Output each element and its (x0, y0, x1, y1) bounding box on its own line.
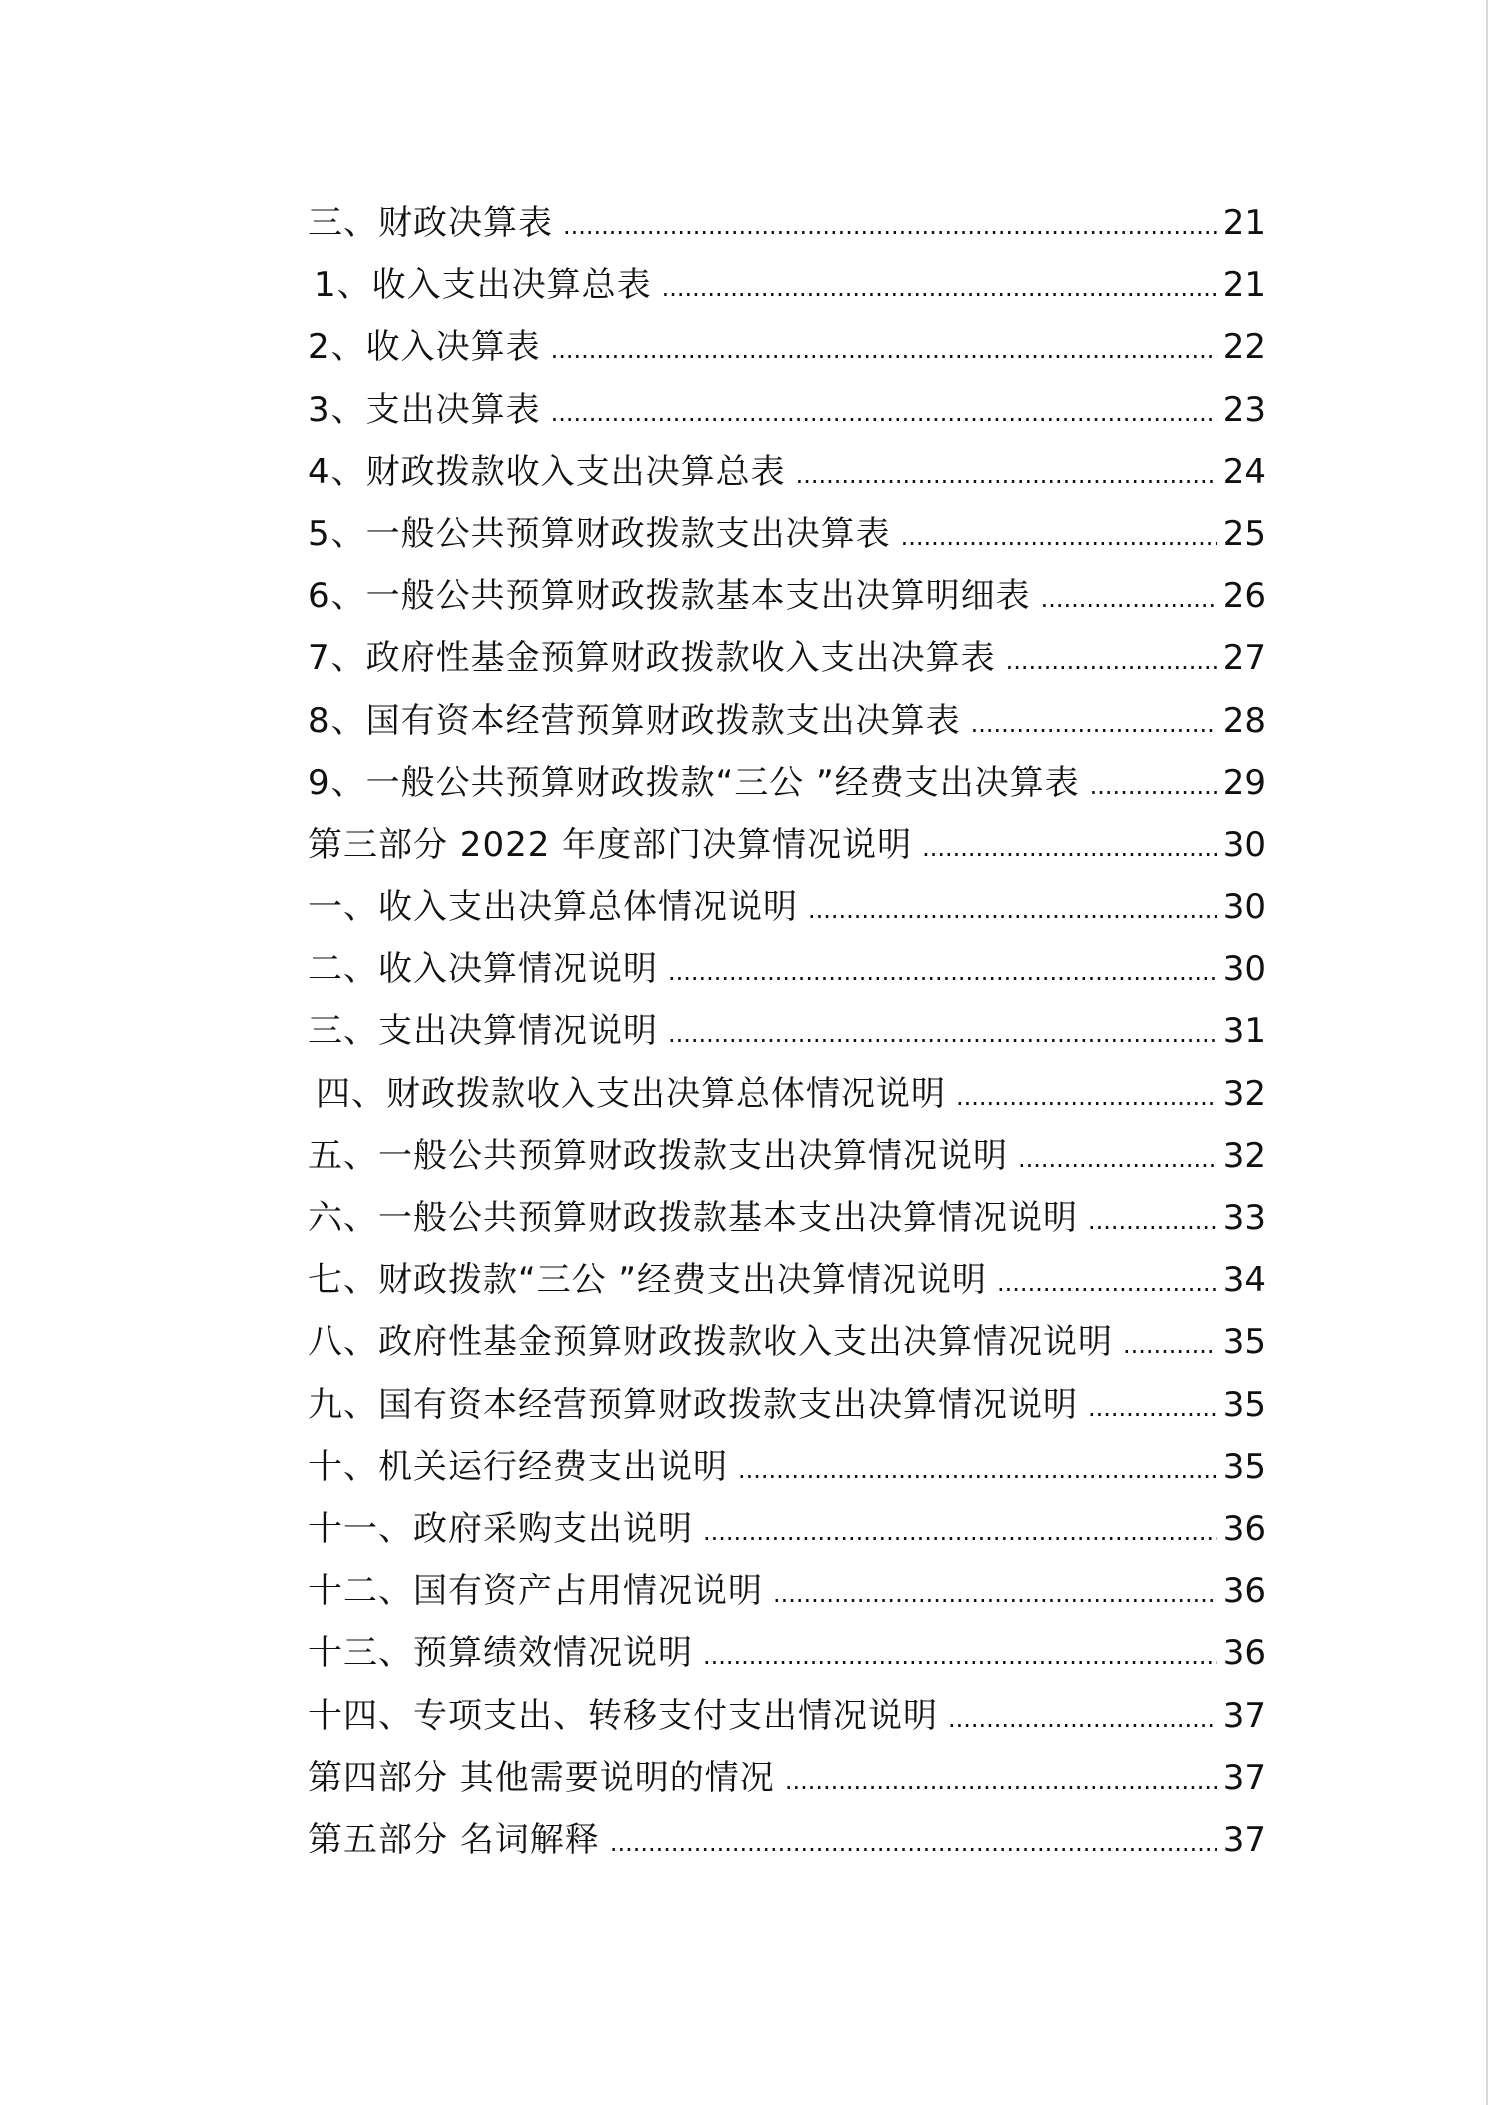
toc-entry-page: 28 (1222, 700, 1266, 741)
toc-entry[interactable] (308, 627, 1266, 689)
dot-leader (796, 444, 1217, 506)
table-of-contents (308, 192, 1266, 1871)
toc-entry-page: 30 (1222, 887, 1266, 928)
toc-entry[interactable] (308, 192, 1266, 254)
toc-entry[interactable] (308, 1063, 1266, 1125)
toc-entry-title: 七、财政拨款“三公 ”经费支出决算情况说明 (308, 1260, 988, 1301)
toc-entry[interactable] (308, 1685, 1266, 1747)
toc-entry-page: 29 (1222, 762, 1266, 803)
toc-entry-title: 九、国有资本经营预算财政拨款支出决算情况说明 (308, 1384, 1078, 1425)
toc-entry[interactable] (308, 938, 1266, 1000)
toc-entry-page: 21 (1222, 203, 1266, 243)
toc-entry-page: 35 (1222, 1322, 1266, 1363)
dot-leader (662, 257, 1217, 319)
toc-entry-title: 1、收入支出决算总表 (314, 265, 652, 306)
toc-entry-title: 十、机关运行经费支出说明 (308, 1446, 728, 1487)
dot-leader (1006, 630, 1217, 692)
toc-entry-page: 24 (1222, 451, 1266, 492)
dot-leader (1090, 755, 1217, 817)
toc-entry-title: 6、一般公共预算财政拨款基本支出决算明细表 (308, 576, 1031, 617)
toc-entry[interactable] (308, 441, 1266, 503)
toc-entry[interactable] (308, 1125, 1266, 1187)
dot-leader (668, 1003, 1217, 1065)
toc-entry-page: 31 (1222, 1011, 1266, 1052)
dot-leader (956, 1066, 1217, 1128)
toc-entry[interactable] (308, 690, 1266, 752)
dot-leader (1041, 568, 1217, 630)
toc-entry-page: 26 (1222, 576, 1266, 617)
toc-entry[interactable] (308, 1498, 1266, 1560)
toc-entry[interactable] (308, 1436, 1266, 1498)
toc-entry-page: 34 (1222, 1260, 1266, 1301)
toc-entry-page: 30 (1222, 949, 1266, 990)
dot-leader (551, 319, 1217, 381)
toc-entry-page: 37 (1222, 1819, 1266, 1860)
toc-entry[interactable] (308, 503, 1266, 565)
toc-entry-page: 32 (1222, 1073, 1266, 1114)
dot-leader (773, 1563, 1217, 1625)
toc-entry[interactable] (308, 1000, 1266, 1062)
toc-entry-page: 27 (1222, 638, 1266, 679)
toc-entry-title: 二、收入决算情况说明 (308, 949, 658, 990)
dot-leader (1088, 1190, 1217, 1252)
dot-leader (1123, 1314, 1217, 1376)
toc-entry-title: 十一、政府采购支出说明 (308, 1508, 693, 1549)
dot-leader (563, 195, 1217, 257)
toc-entry-title: 三、财政决算表 (308, 203, 553, 243)
toc-entry[interactable] (308, 1747, 1266, 1809)
toc-entry-page: 35 (1222, 1446, 1266, 1487)
toc-entry-page: 37 (1222, 1695, 1266, 1736)
toc-entry-title: 四、财政拨款收入支出决算总体情况说明 (316, 1073, 946, 1114)
toc-entry-title: 一、收入支出决算总体情况说明 (308, 887, 798, 928)
toc-entry-title: 六、一般公共预算财政拨款基本支出决算情况说明 (308, 1198, 1078, 1238)
toc-entry-page: 37 (1222, 1757, 1266, 1798)
dot-leader (785, 1750, 1217, 1812)
toc-entry-title: 三、支出决算情况说明 (308, 1011, 658, 1052)
toc-entry-page: 22 (1222, 327, 1266, 368)
toc-entry-page: 25 (1222, 513, 1266, 554)
toc-entry-page: 36 (1222, 1571, 1266, 1612)
toc-entry[interactable] (308, 752, 1266, 814)
dot-leader (922, 817, 1217, 879)
toc-entry-title: 第五部分 名词解释 (308, 1819, 600, 1860)
toc-entry[interactable] (308, 1622, 1266, 1684)
dot-leader (948, 1688, 1217, 1750)
toc-entry-title: 9、一般公共预算财政拨款“三公 ”经费支出决算表 (308, 762, 1080, 803)
dot-leader (1018, 1128, 1217, 1190)
toc-entry-page: 36 (1222, 1508, 1266, 1549)
toc-entry-title: 8、国有资本经营预算财政拨款支出决算表 (308, 700, 961, 741)
toc-entry-title: 五、一般公共预算财政拨款支出决算情况说明 (308, 1135, 1008, 1176)
toc-entry-title: 7、政府性基金预算财政拨款收入支出决算表 (308, 638, 996, 679)
toc-entry[interactable] (308, 254, 1266, 316)
dot-leader (901, 506, 1217, 568)
toc-entry-title: 十三、预算绩效情况说明 (308, 1633, 693, 1674)
toc-entry-title: 第四部分 其他需要说明的情况 (308, 1757, 775, 1798)
toc-entry-title: 5、一般公共预算财政拨款支出决算表 (308, 513, 891, 554)
toc-entry-title: 3、支出决算表 (308, 389, 541, 430)
dot-leader (997, 1252, 1217, 1314)
toc-entry-title: 第三部分 2022 年度部门决算情况说明 (308, 824, 913, 865)
dot-leader (808, 879, 1217, 941)
dot-leader (971, 693, 1217, 755)
dot-leader (738, 1439, 1217, 1501)
toc-entry[interactable] (308, 1311, 1266, 1373)
toc-entry-title: 4、财政拨款收入支出决算总表 (308, 451, 786, 492)
toc-entry-page: 23 (1222, 389, 1266, 430)
dot-leader (703, 1625, 1217, 1687)
toc-entry-title: 2、收入决算表 (308, 327, 541, 368)
toc-entry[interactable] (308, 814, 1266, 876)
dot-leader (610, 1812, 1217, 1874)
toc-entry[interactable] (308, 1249, 1266, 1311)
toc-entry[interactable] (308, 1374, 1266, 1436)
toc-entry-page: 32 (1222, 1135, 1266, 1176)
toc-entry[interactable] (308, 379, 1266, 441)
toc-entry-page: 21 (1222, 265, 1266, 306)
toc-entry-page: 33 (1222, 1198, 1266, 1238)
dot-leader (703, 1501, 1217, 1563)
toc-entry[interactable] (308, 565, 1266, 627)
toc-entry-title: 八、政府性基金预算财政拨款收入支出决算情况说明 (308, 1322, 1113, 1363)
toc-entry-page: 30 (1222, 824, 1266, 865)
toc-entry[interactable] (308, 1809, 1266, 1871)
dot-leader (668, 941, 1217, 1003)
toc-entry-title: 十四、专项支出、转移支付支出情况说明 (308, 1695, 938, 1736)
toc-entry[interactable] (308, 1560, 1266, 1622)
toc-entry-page: 35 (1222, 1384, 1266, 1425)
toc-entry[interactable] (308, 1187, 1266, 1249)
toc-entry-page: 36 (1222, 1633, 1266, 1674)
dot-leader (551, 382, 1217, 444)
toc-entry[interactable] (308, 316, 1266, 378)
toc-entry-title: 十二、国有资产占用情况说明 (308, 1571, 763, 1612)
dot-leader (1088, 1377, 1217, 1439)
toc-entry[interactable] (308, 876, 1266, 938)
